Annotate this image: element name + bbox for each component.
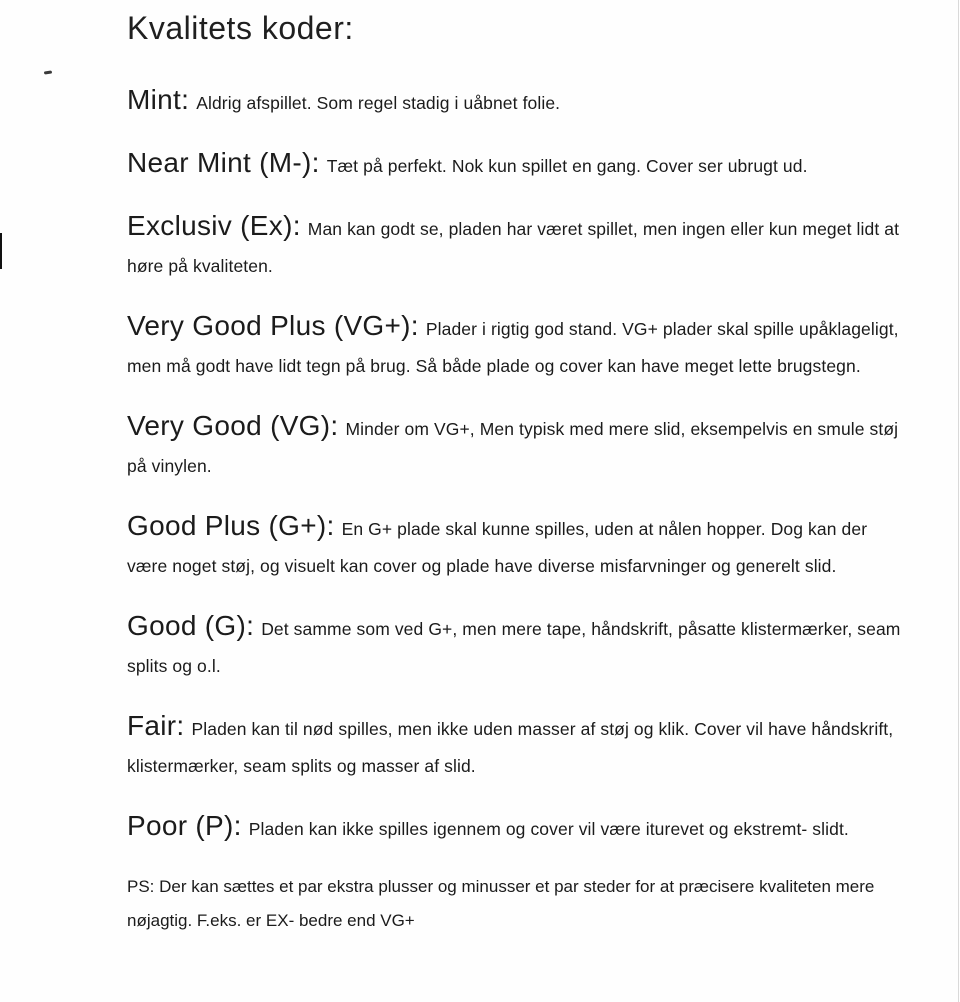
grade-term: Near Mint (M-):: [127, 147, 320, 178]
grade-entry-good: [127, 607, 912, 685]
grade-term: Good (G):: [127, 610, 255, 641]
grade-term: Exclusiv (Ex):: [127, 210, 301, 241]
grade-term: Fair:: [127, 710, 185, 741]
grade-entry-exclusiv: [127, 207, 912, 285]
grade-description: Tæt på perfekt. Nok kun spillet en gang. Cover ser ubrugt ud.: [326, 156, 808, 176]
grade-description: En G+ plade skal kunne spilles, uden at nålen hopper. Dog kan der være noget støj, og visuelt kan cover og plade have diverse misfarvninger og generelt slid.: [127, 519, 868, 576]
grade-description: Aldrig afspillet. Som regel stadig i uåbnet folie.: [196, 93, 561, 113]
grade-term: Very Good Plus (VG+):: [127, 310, 419, 341]
ps-footnote: PS: Der kan sættes et par ekstra plusser og minusser et par steder for at præcisere kvaliteten mere nøjagtig. F.eks. er EX- bedre end VG+: [127, 877, 875, 930]
grade-term: Poor (P):: [127, 810, 242, 841]
grade-term: Mint:: [127, 84, 190, 115]
grade-description: Pladen kan ikke spilles igennem og cover vil være iturevet og ekstremt- slidt.: [248, 819, 849, 839]
grade-entry-mint: [127, 81, 912, 122]
grade-term: Good Plus (G+):: [127, 510, 335, 541]
grade-description: Minder om VG+, Men typisk med mere slid, eksempelvis en smule støj på vinylen.: [127, 419, 899, 476]
scan-artifact-right-edge: [958, 0, 959, 1002]
grade-entry-very-good: [127, 407, 912, 485]
grade-entry-near-mint: [127, 144, 912, 185]
grade-description: Plader i rigtig god stand. VG+ plader skal spille upåklageligt, men må godt have lidt tegn på brug. Så både plade og cover kan have meget lette brugstegn.: [127, 319, 899, 376]
grade-term: Very Good (VG):: [127, 410, 339, 441]
grade-entry-fair: [127, 707, 912, 785]
grade-entry-poor: [127, 807, 912, 848]
grade-description: Det samme som ved G+, men mere tape, håndskrift, påsatte klistermærker, seam splits og o.l.: [127, 619, 901, 676]
grade-entry-good-plus: [127, 507, 912, 585]
page-title: Kvalitets koder:: [127, 10, 354, 46]
grade-description: Pladen kan til nød spilles, men ikke uden masser af støj og klik. Cover vil have håndskrift, klistermærker, seam splits og masser af slid.: [127, 719, 894, 776]
grade-description: Man kan godt se, pladen har været spillet, men ingen eller kun meget lidt at høre på kvaliteten.: [127, 219, 900, 276]
document-content: [127, 10, 912, 938]
scan-artifact-edge-line: [0, 233, 2, 269]
grade-entry-very-good-plus: [127, 307, 912, 385]
scan-artifact-dash: [44, 70, 52, 74]
